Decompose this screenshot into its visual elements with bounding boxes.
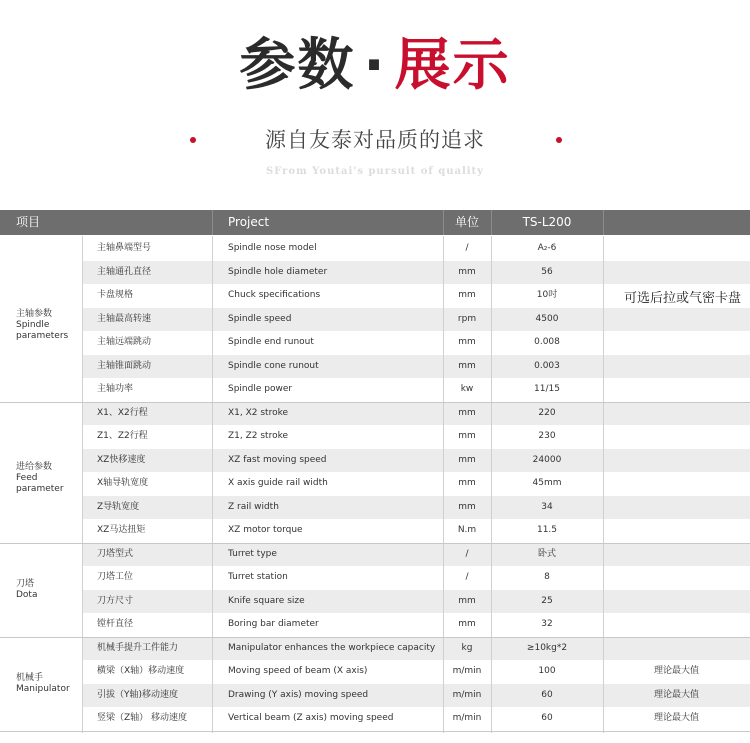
- row-name-en: Spindle power: [228, 384, 293, 394]
- row-note: [603, 308, 750, 331]
- group-label-cn: 进给参数: [16, 462, 53, 472]
- table-row: [0, 402, 750, 425]
- row-unit: m/min: [452, 666, 482, 676]
- row-value: 8: [544, 572, 550, 582]
- row-value: 25: [541, 596, 553, 606]
- group-label-en: Spindle parameters: [16, 320, 69, 341]
- column-divider: [491, 236, 492, 733]
- row-value: 10吋: [536, 290, 558, 300]
- row-value: 4500: [535, 314, 559, 324]
- column-divider: [82, 236, 83, 733]
- row-unit: /: [465, 243, 469, 253]
- table-row: [0, 707, 750, 730]
- row-unit: rpm: [457, 314, 477, 324]
- table-header: [0, 210, 750, 235]
- row-name-en: Spindle end runout: [228, 337, 314, 347]
- group-label-en: Manipulator: [16, 684, 70, 694]
- row-value: 60: [541, 690, 553, 700]
- row-unit: mm: [458, 455, 476, 465]
- row-value: A₂-6: [537, 243, 557, 253]
- row-name-en: Moving speed of beam (X axis): [228, 666, 368, 676]
- row-name-en: Drawing (Y axis) moving speed: [228, 690, 369, 700]
- row-value: 220: [538, 408, 556, 418]
- table-row: [0, 543, 750, 566]
- row-name-en: Boring bar diameter: [228, 619, 319, 629]
- row-note: [603, 449, 750, 472]
- row-name-cn: 机械手提升工件能力: [97, 643, 179, 653]
- col-header-unit: 单位: [454, 215, 479, 229]
- row-name-cn: X轴导轨宽度: [97, 478, 149, 488]
- table-row: [0, 331, 750, 354]
- group-divider: [0, 543, 750, 544]
- col-header-model: TS-L200: [522, 215, 572, 229]
- row-note: [603, 261, 750, 284]
- row-unit: mm: [458, 361, 476, 371]
- row-note: [603, 472, 750, 495]
- subtitle-en: SFrom Youtai's pursuit of quality: [266, 166, 484, 177]
- row-value: 32: [541, 619, 553, 629]
- row-name-en: X1, X2 stroke: [228, 408, 289, 418]
- row-note: [603, 566, 750, 589]
- row-unit: kw: [460, 384, 474, 394]
- table-row: [0, 425, 750, 448]
- row-note: [603, 331, 750, 354]
- row-unit: /: [465, 572, 469, 582]
- column-divider: [443, 236, 444, 733]
- group-label-en: Dota: [16, 590, 38, 600]
- column-divider: [212, 236, 213, 733]
- row-note: [603, 519, 750, 542]
- row-name-cn: 刀方尺寸: [97, 596, 134, 606]
- group-label: [16, 673, 78, 695]
- row-value: 60: [541, 713, 553, 723]
- row-note: [603, 613, 750, 636]
- row-name-en: Turret type: [228, 549, 277, 559]
- row-name-cn: 主轴功率: [97, 384, 134, 394]
- group-label-en: Feed parameter: [16, 473, 64, 494]
- row-name-en: Spindle speed: [228, 314, 292, 324]
- table-row: [0, 566, 750, 589]
- row-value: 45mm: [532, 478, 562, 488]
- group-label-cn: 刀塔: [16, 579, 35, 589]
- row-unit: m/min: [452, 713, 482, 723]
- row-unit: mm: [458, 267, 476, 277]
- row-name-cn: 刀塔工位: [97, 572, 134, 582]
- row-unit: kg: [461, 643, 473, 653]
- row-note: 理论最大值: [653, 666, 699, 676]
- table-row: [0, 472, 750, 495]
- row-name-cn: 竖梁（Z轴） 移动速度: [97, 713, 188, 723]
- row-note: [603, 355, 750, 378]
- row-value: 0.008: [534, 337, 560, 347]
- row-value: 56: [541, 267, 553, 277]
- table-row: [0, 660, 750, 683]
- row-name-cn: XZ快移速度: [97, 455, 146, 465]
- table-row: [0, 355, 750, 378]
- row-name-cn: 横梁（X轴）移动速度: [97, 666, 185, 676]
- title-part2: 展示: [394, 33, 511, 98]
- group-label: [16, 462, 78, 495]
- row-note: [603, 378, 750, 401]
- title-part1: 参数: [239, 33, 356, 98]
- header-divider: [212, 210, 213, 235]
- row-value: 34: [541, 502, 553, 512]
- subtitle-row: [0, 124, 750, 154]
- group-label-cn: 机械手: [16, 673, 44, 683]
- group-divider: [0, 731, 750, 732]
- row-note: [603, 496, 750, 519]
- row-name-en: Turret station: [228, 572, 288, 582]
- column-divider: [603, 236, 604, 733]
- table-row: [0, 519, 750, 542]
- row-unit: mm: [458, 290, 476, 300]
- row-note: [603, 402, 750, 425]
- row-unit: mm: [458, 431, 476, 441]
- header-divider: [603, 210, 604, 235]
- row-name-cn: 引拔（Y轴)移动速度: [97, 690, 179, 700]
- row-name-cn: Z导轨宽度: [97, 502, 140, 512]
- row-value: 卧式: [537, 549, 556, 559]
- row-note: [603, 425, 750, 448]
- row-value: 230: [538, 431, 556, 441]
- row-name-en: Chuck specifications: [228, 290, 321, 300]
- row-name-cn: X1、X2行程: [97, 408, 148, 418]
- table-row: [0, 496, 750, 519]
- row-name-cn: 卡盘规格: [97, 290, 134, 300]
- table-row: [0, 613, 750, 636]
- col-header-item: 项目: [16, 215, 41, 229]
- row-value: 100: [538, 666, 556, 676]
- table-row: [0, 449, 750, 472]
- row-value: 0.003: [534, 361, 560, 371]
- table-row: [0, 684, 750, 707]
- group-label: [16, 579, 78, 601]
- table-row: [0, 378, 750, 401]
- row-name-en: Z1, Z2 stroke: [228, 431, 289, 441]
- row-name-en: XZ motor torque: [228, 525, 303, 535]
- row-name-cn: 主轴远端跳动: [97, 337, 152, 347]
- table-row: [0, 237, 750, 260]
- row-name-en: Spindle hole diameter: [228, 267, 328, 277]
- row-value: 24000: [532, 455, 562, 465]
- row-name-cn: 镗杆直径: [97, 619, 134, 629]
- row-unit: mm: [458, 502, 476, 512]
- row-unit: m/min: [452, 690, 482, 700]
- row-name-cn: Z1、Z2行程: [97, 431, 148, 441]
- row-value: 11/15: [534, 384, 560, 394]
- row-name-en: Spindle nose model: [228, 243, 317, 253]
- row-unit: N.m: [457, 525, 477, 535]
- row-name-cn: XZ马达扭矩: [97, 525, 146, 535]
- row-unit: mm: [458, 619, 476, 629]
- chuck-note: 可选后拉或气密卡盘: [624, 291, 742, 306]
- col-header-project: Project: [228, 215, 270, 229]
- row-value: 11.5: [536, 525, 558, 535]
- table-row: [0, 590, 750, 613]
- row-note: [603, 590, 750, 613]
- right-red-dot: [556, 137, 562, 143]
- row-name-cn: 主轴通孔直径: [97, 267, 152, 277]
- group-divider: [0, 637, 750, 638]
- table-row: [0, 261, 750, 284]
- row-name-en: XZ fast moving speed: [228, 455, 327, 465]
- row-note: [603, 237, 750, 260]
- row-name-en: Manipulator enhances the workpiece capacity: [228, 643, 436, 653]
- table-row: [0, 308, 750, 331]
- row-note: [603, 637, 750, 660]
- row-note: [603, 543, 750, 566]
- row-name-cn: 主轴鼻端型号: [97, 243, 152, 253]
- row-name-en: X axis guide rail width: [228, 478, 328, 488]
- page-title: [0, 33, 750, 98]
- row-unit: mm: [458, 478, 476, 488]
- row-unit: mm: [458, 337, 476, 347]
- subtitle: 源自友泰对品质的追求: [265, 128, 485, 152]
- row-name-cn: 刀塔型式: [97, 549, 134, 559]
- group-divider: [0, 402, 750, 403]
- row-name-cn: 主轴锥面跳动: [97, 361, 152, 371]
- row-name-en: Vertical beam (Z axis) moving speed: [228, 713, 394, 723]
- row-name-en: Spindle cone runout: [228, 361, 319, 371]
- table-row: [0, 637, 750, 660]
- group-label-cn: 主轴参数: [16, 309, 53, 319]
- row-name-cn: 主轴最高转速: [97, 314, 152, 324]
- row-name-en: Z rail width: [228, 502, 279, 512]
- row-name-en: Knife square size: [228, 596, 305, 606]
- row-unit: mm: [458, 596, 476, 606]
- row-value: ≥10kg*2: [526, 643, 568, 653]
- group-label: [16, 309, 78, 342]
- row-note: 理论最大值: [653, 713, 699, 723]
- row-unit: /: [465, 549, 469, 559]
- title-dot: ·: [363, 33, 387, 98]
- row-unit: mm: [458, 408, 476, 418]
- row-note: 理论最大值: [653, 690, 699, 700]
